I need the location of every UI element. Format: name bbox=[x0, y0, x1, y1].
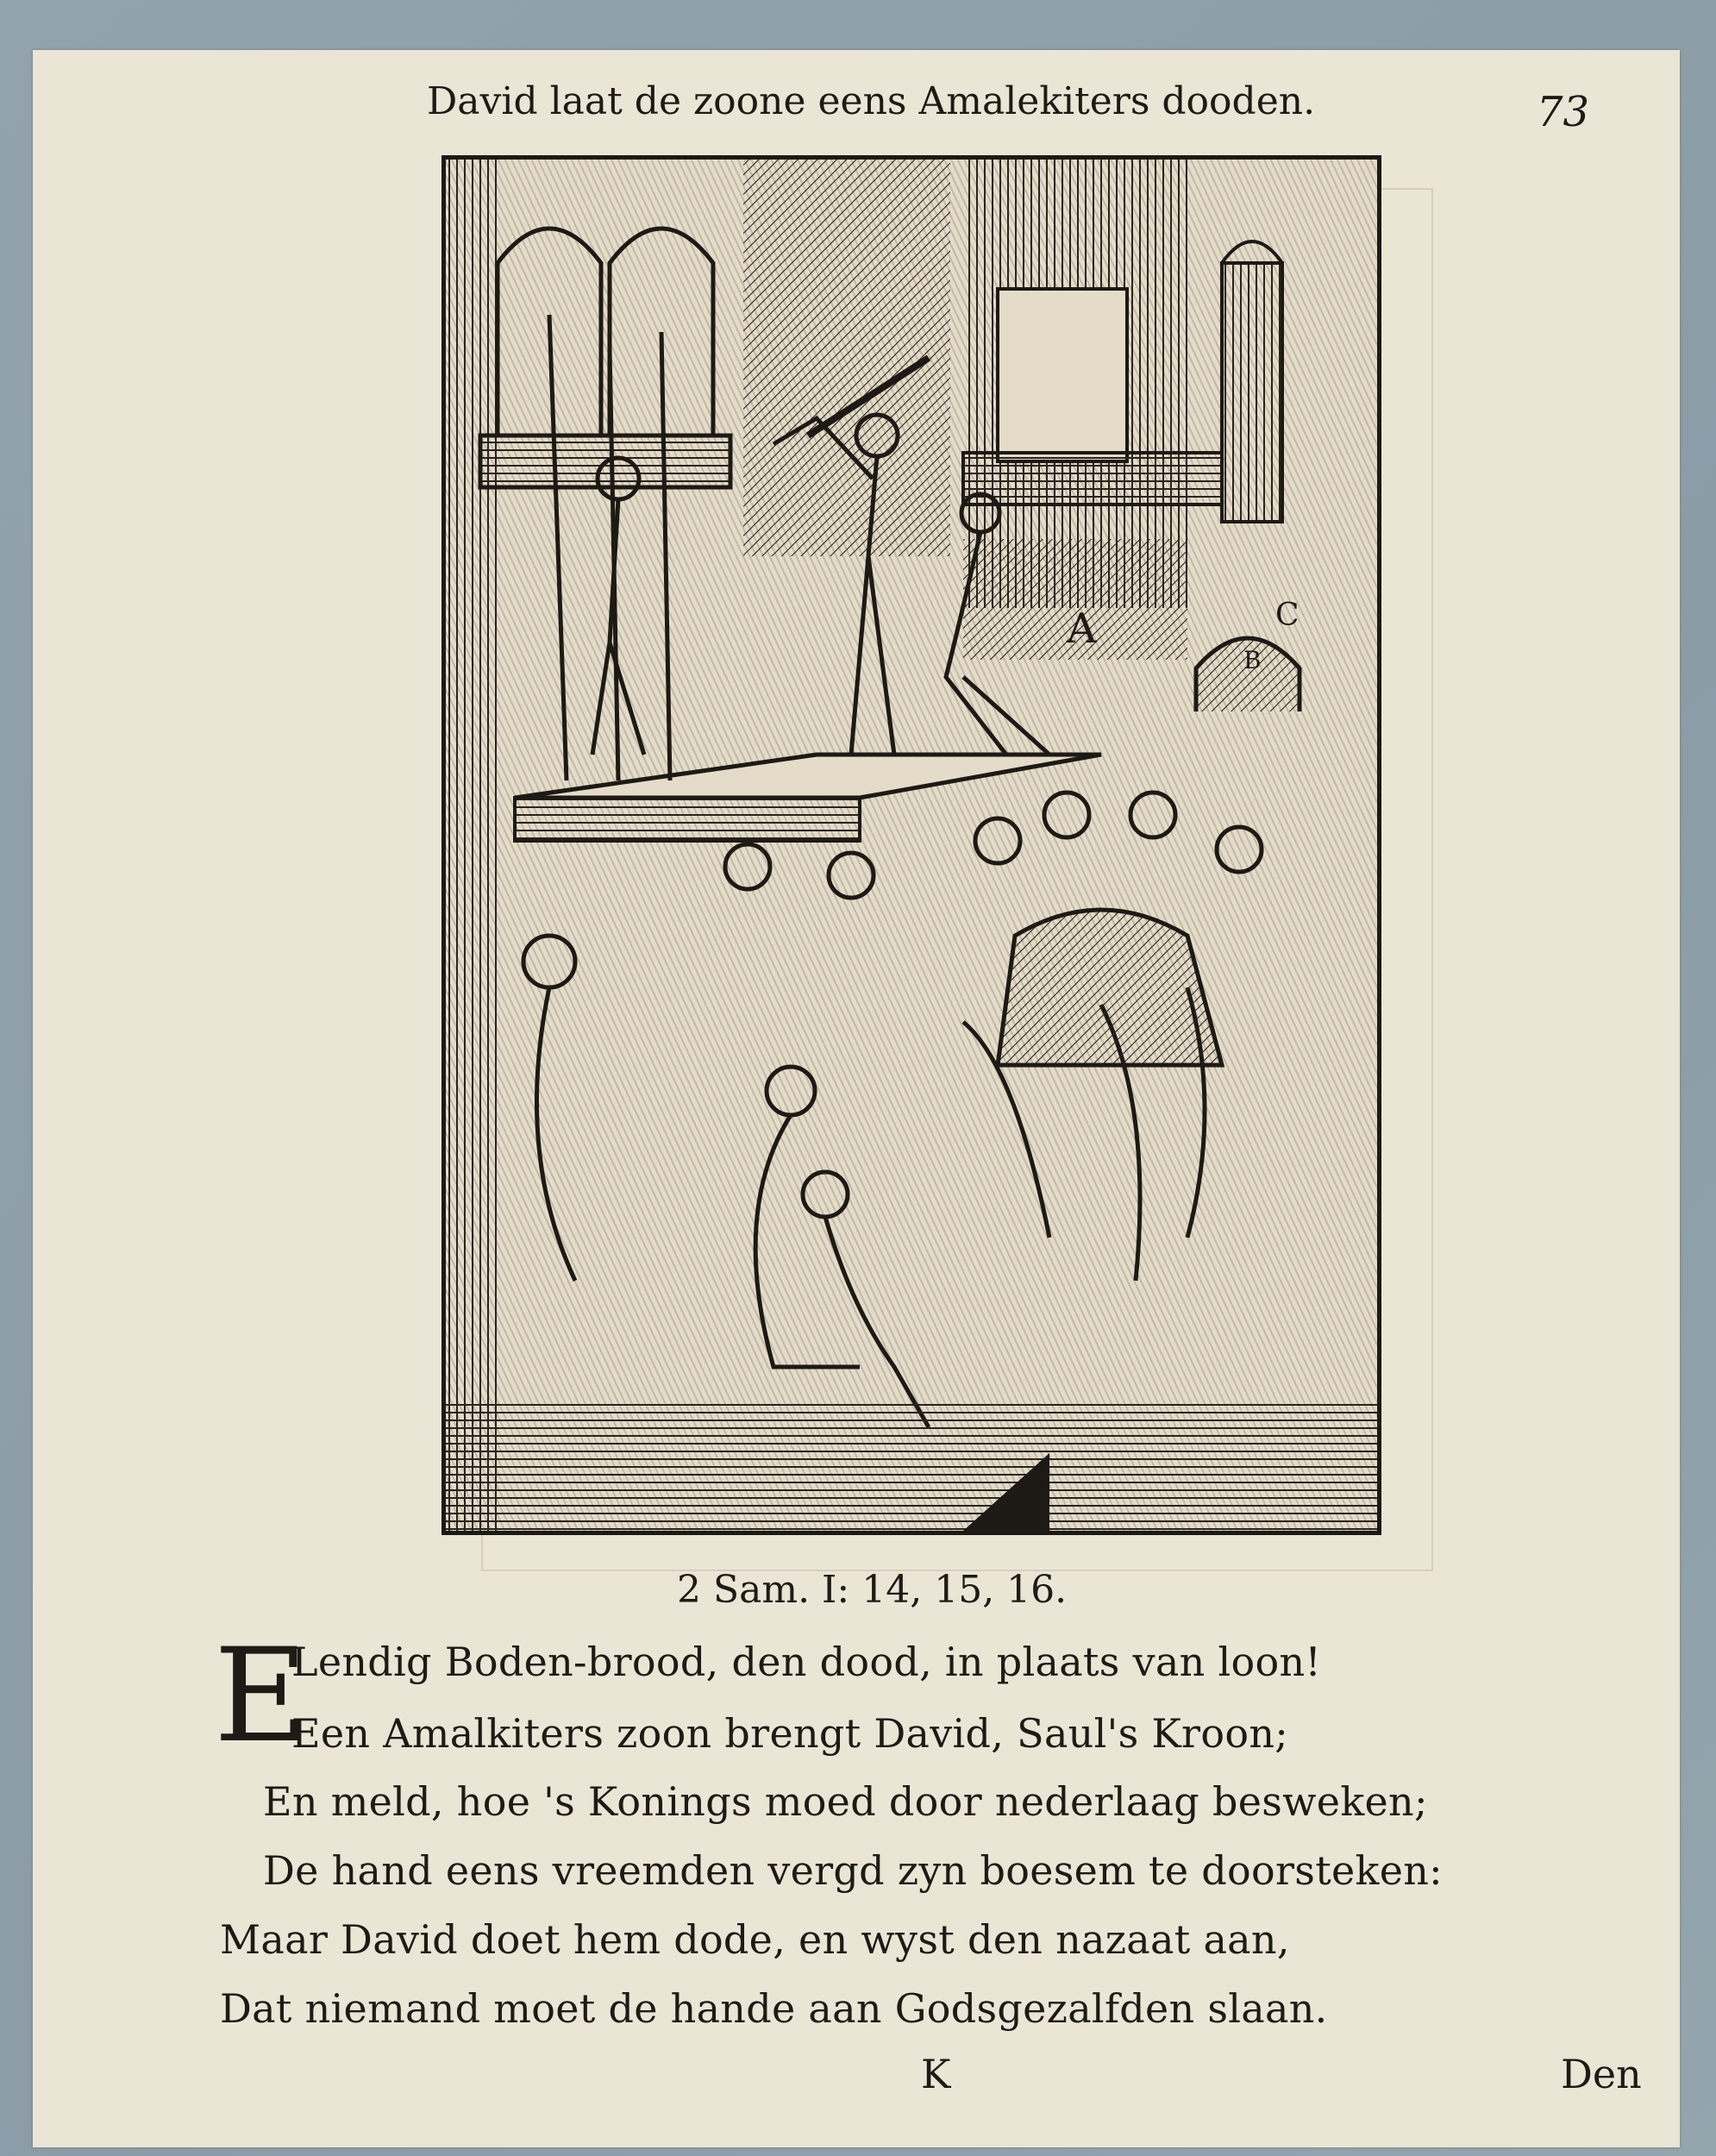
scaffold bbox=[515, 755, 1101, 841]
label-a: A bbox=[1067, 605, 1097, 653]
scripture-reference: 2 Sam. I: 14, 15, 16. bbox=[677, 1568, 1068, 1612]
left-pillar bbox=[446, 160, 498, 1531]
label-c: C bbox=[1275, 598, 1300, 633]
catchword: Den bbox=[1561, 2051, 1642, 2097]
poem-line-3: En meld, hoe 's Konings moed door nederlaag besweken; bbox=[263, 1778, 1428, 1825]
left-arcade bbox=[480, 229, 730, 487]
palace-balcony bbox=[963, 160, 1222, 660]
tower-building bbox=[743, 160, 950, 556]
crowd bbox=[523, 793, 1262, 1427]
guards-spears bbox=[549, 315, 670, 780]
signature-mark: K bbox=[921, 2051, 951, 2097]
label-b: B bbox=[1243, 646, 1262, 674]
poem-line-1: Lendig Boden-brood, den dood, in plaats van loon! bbox=[291, 1639, 1322, 1685]
poem-line-2: Een Amalkiters zoon brengt David, Saul's Kroon; bbox=[291, 1710, 1289, 1757]
woodcut-scene bbox=[446, 160, 1377, 1531]
woodcut-illustration bbox=[442, 155, 1381, 1535]
poem-line-5: Maar David doet hem dode, en wyst den nazaat aan, bbox=[220, 1916, 1290, 1963]
foreground-steps bbox=[446, 1401, 1377, 1531]
page-number: 73 bbox=[1537, 88, 1590, 136]
poem-line-6: Dat niemand moet de hande aan Godsgezalfden slaan. bbox=[220, 1985, 1328, 2032]
poem-line-4: De hand eens vreemden vergd zyn boesem te doorsteken: bbox=[263, 1847, 1443, 1894]
page-header-title: David laat de zoone eens Amalekiters dooden. bbox=[427, 79, 1316, 123]
drop-cap: E bbox=[214, 1621, 309, 1771]
